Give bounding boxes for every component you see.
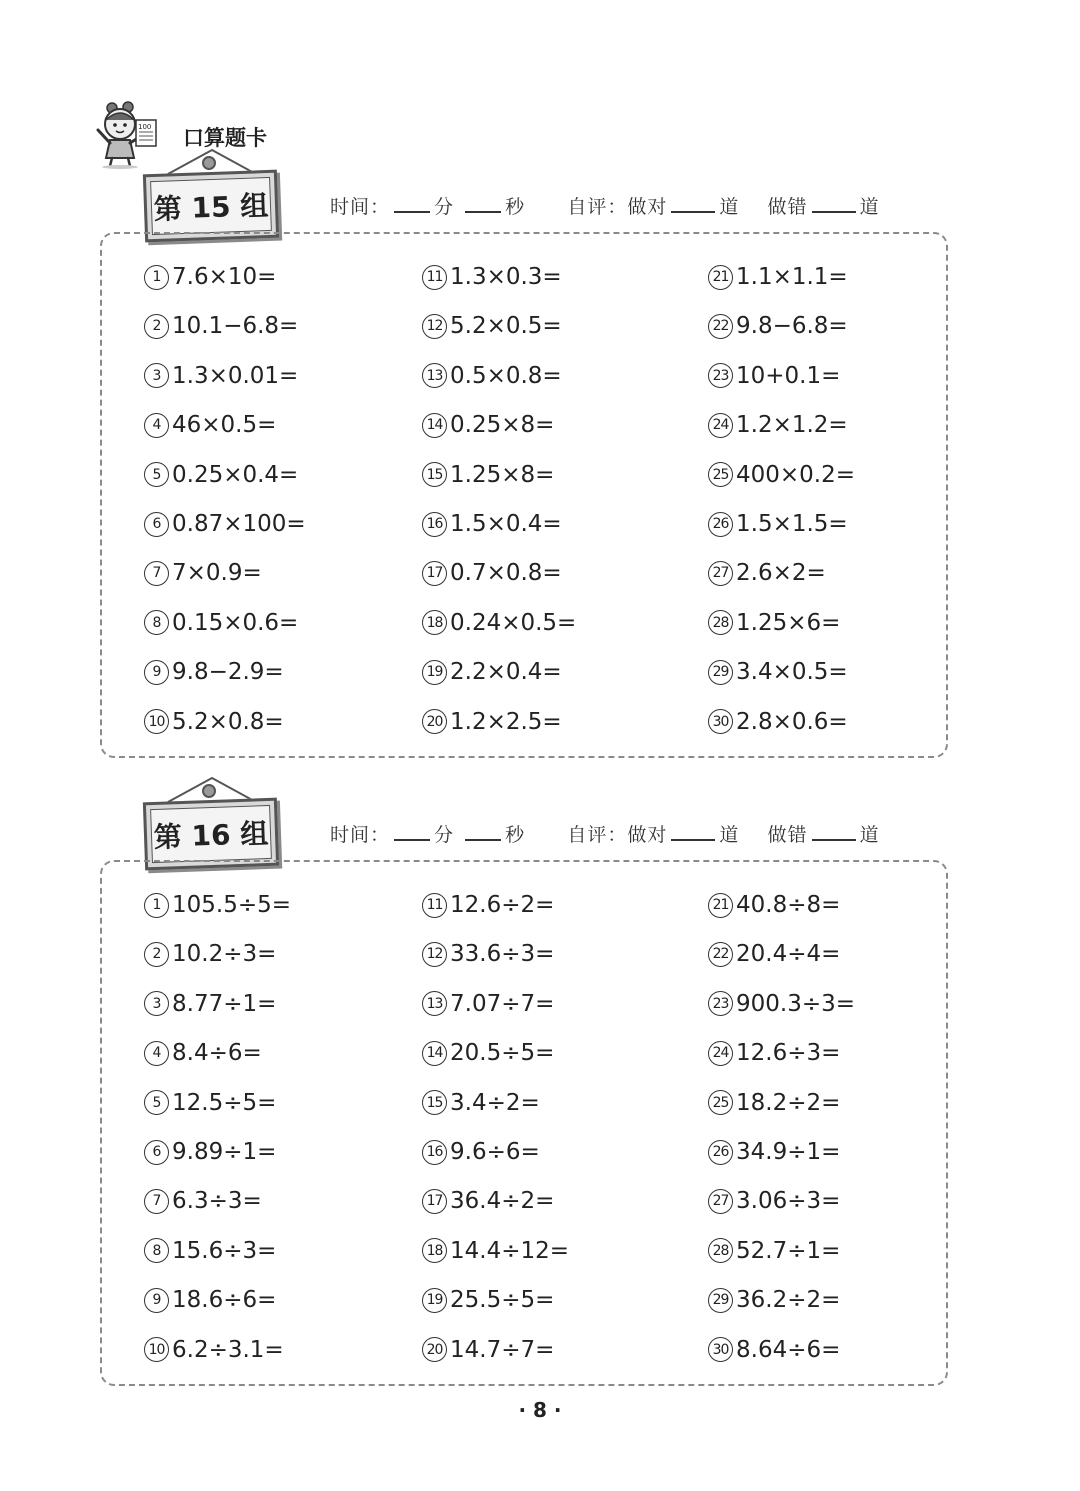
problem-item (422, 560, 562, 586)
problem-number: 3 (144, 363, 169, 388)
second-label: 秒 (505, 824, 526, 846)
dao-label: 道 (859, 824, 880, 846)
problem-item (708, 1238, 840, 1264)
problem-expression: 14.7÷7= (450, 1336, 555, 1363)
problem-expression: 9.8−6.8= (736, 313, 848, 340)
problem-expression: 0.5×0.8= (450, 362, 562, 389)
problem-number: 4 (144, 413, 169, 438)
problem-item (422, 1040, 554, 1066)
problem-item (144, 511, 306, 537)
problem-item (422, 892, 554, 918)
problem-item (422, 1188, 554, 1214)
problem-item (708, 264, 848, 290)
problem-item (708, 560, 826, 586)
problem-item (708, 1188, 840, 1214)
problem-expression: 5.2×0.8= (172, 708, 284, 735)
problem-item (708, 363, 840, 389)
problem-number: 12 (422, 314, 447, 339)
problem-item (708, 610, 840, 636)
problem-number: 2 (144, 314, 169, 339)
problem-expression: 9.6÷6= (450, 1139, 540, 1165)
self-eval-label: 自评：做对 (567, 196, 668, 218)
self-eval-label: 自评：做对 (567, 824, 668, 846)
problem-item (144, 1287, 276, 1313)
problem-number: 25 (708, 1090, 733, 1115)
problem-number: 19 (422, 660, 447, 685)
group-15-meta (330, 192, 880, 219)
problem-item (144, 941, 276, 967)
problem-expression: 1.5×0.4= (450, 511, 562, 537)
problem-number: 26 (708, 1140, 733, 1165)
problem-expression: 7.6×10= (172, 264, 277, 290)
problem-number: 29 (708, 660, 733, 685)
problem-item (708, 1287, 840, 1313)
second-label: 秒 (505, 196, 526, 218)
problem-expression: 2.8×0.6= (736, 708, 848, 735)
problem-expression: 6.3÷3= (172, 1188, 262, 1215)
problem-expression: 8.77÷1= (172, 990, 277, 1017)
problem-expression: 40.8÷8= (736, 892, 841, 918)
problem-number: 24 (708, 413, 733, 438)
problem-expression: 1.1×1.1= (736, 264, 848, 290)
problem-number: 14 (422, 413, 447, 438)
problem-item (708, 1139, 840, 1165)
problem-expression: 7×0.9= (172, 560, 262, 587)
problem-item (144, 709, 284, 735)
correct-blank (671, 210, 715, 213)
problem-item (422, 1337, 554, 1363)
group-16-meta (330, 820, 880, 847)
problem-number: 17 (422, 561, 447, 586)
problem-item (422, 363, 562, 389)
problem-number: 2 (144, 942, 169, 967)
wrong-blank (812, 210, 856, 213)
problem-expression: 20.4÷4= (736, 941, 841, 968)
problem-expression: 46×0.5= (172, 412, 277, 439)
problem-number: 25 (708, 462, 733, 487)
dao-label: 道 (719, 196, 740, 218)
problem-expression: 18.6÷6= (172, 1287, 277, 1314)
nail-icon (202, 156, 216, 170)
problem-expression: 25.5÷5= (450, 1287, 555, 1314)
problem-expression: 0.7×0.8= (450, 560, 562, 587)
problem-expression: 12.6÷2= (450, 892, 555, 918)
problem-expression: 12.6÷3= (736, 1040, 841, 1067)
problem-item (422, 412, 554, 438)
problem-number: 20 (422, 709, 447, 734)
problem-expression: 36.2÷2= (736, 1287, 841, 1314)
problem-number: 28 (708, 1238, 733, 1263)
problem-expression: 8.4÷6= (172, 1040, 262, 1067)
problem-expression: 0.25×8= (450, 412, 555, 439)
problem-item (144, 991, 276, 1017)
problem-item (708, 709, 848, 735)
group-15-title: 第 15 组 (153, 189, 269, 226)
problem-item (422, 1139, 540, 1165)
problem-number: 23 (708, 363, 733, 388)
problem-number: 8 (144, 1238, 169, 1263)
problem-number: 5 (144, 1090, 169, 1115)
problem-expression: 0.24×0.5= (450, 609, 577, 636)
problem-number: 13 (422, 991, 447, 1016)
problem-item (708, 1090, 840, 1116)
problem-item (144, 412, 276, 438)
problem-item (144, 1238, 276, 1264)
problem-expression: 52.7÷1= (736, 1237, 841, 1264)
problem-item (708, 511, 848, 537)
problem-number: 10 (144, 709, 169, 734)
problem-item (708, 412, 848, 438)
time-label: 时间： (330, 824, 391, 846)
problem-number: 16 (422, 1140, 447, 1165)
problem-number: 15 (422, 462, 447, 487)
second-blank (465, 838, 501, 841)
problem-item (708, 659, 848, 685)
card-title: 口算题卡 (183, 126, 267, 150)
problem-item (144, 1139, 276, 1165)
problem-number: 23 (708, 991, 733, 1016)
problem-number: 6 (144, 1140, 169, 1165)
problem-number: 1 (144, 265, 169, 290)
problem-expression: 1.5×1.5= (736, 511, 848, 537)
problem-item (422, 941, 554, 967)
problem-number: 1 (144, 893, 169, 918)
problem-expression: 1.3×0.3= (450, 264, 562, 290)
problem-expression: 1.25×8= (450, 461, 555, 488)
minute-label: 分 (434, 196, 455, 218)
problem-expression: 34.9÷1= (736, 1139, 841, 1165)
problem-expression: 1.25×6= (736, 609, 841, 636)
problem-expression: 0.25×0.4= (172, 461, 299, 488)
problem-expression: 2.2×0.4= (450, 659, 562, 686)
problem-number: 16 (422, 512, 447, 537)
problem-expression: 9.8−2.9= (172, 659, 284, 686)
group-16-section (100, 788, 948, 1388)
problem-number: 26 (708, 512, 733, 537)
problem-expression: 15.6÷3= (172, 1237, 277, 1264)
problem-number: 22 (708, 314, 733, 339)
problem-number: 13 (422, 363, 447, 388)
problem-number: 27 (708, 561, 733, 586)
problem-item (144, 560, 262, 586)
problem-number: 20 (422, 1337, 447, 1362)
problem-item (422, 610, 576, 636)
problem-expression: 10.1−6.8= (172, 313, 299, 340)
problem-number: 9 (144, 660, 169, 685)
nail-icon (202, 784, 216, 798)
problem-item (144, 1337, 284, 1363)
problem-number: 17 (422, 1189, 447, 1214)
wrong-blank (812, 838, 856, 841)
dao-label: 道 (859, 196, 880, 218)
problem-number: 12 (422, 942, 447, 967)
problem-expression: 18.2÷2= (736, 1089, 841, 1116)
minute-blank (394, 838, 430, 841)
problem-item (144, 1090, 276, 1116)
problem-item (144, 659, 284, 685)
problem-grid (144, 892, 904, 1372)
problem-expression: 3.06÷3= (736, 1188, 841, 1215)
problem-expression: 1.3×0.01= (172, 362, 299, 389)
problem-item (144, 610, 298, 636)
problem-item (144, 363, 298, 389)
problem-number: 30 (708, 1337, 733, 1362)
problem-expression: 400×0.2= (736, 461, 856, 488)
problem-item (144, 1040, 262, 1066)
problem-expression: 0.87×100= (172, 511, 306, 537)
paper-score-text: 100 (138, 123, 152, 131)
problem-expression: 10+0.1= (736, 362, 841, 389)
problem-grid (144, 264, 904, 744)
problem-number: 18 (422, 610, 447, 635)
problem-number: 29 (708, 1288, 733, 1313)
dao-label: 道 (719, 824, 740, 846)
problem-number: 18 (422, 1238, 447, 1263)
problem-number: 30 (708, 709, 733, 734)
problem-expression: 6.2÷3.1= (172, 1336, 284, 1363)
problem-expression: 0.15×0.6= (172, 609, 299, 636)
problem-number: 11 (422, 265, 447, 290)
problem-expression: 33.6÷3= (450, 941, 555, 968)
problem-number: 21 (708, 893, 733, 918)
problem-number: 22 (708, 942, 733, 967)
problem-item (708, 313, 848, 339)
problem-expression: 5.2×0.5= (450, 313, 562, 340)
problem-expression: 1.2×1.2= (736, 412, 848, 439)
problem-number: 14 (422, 1041, 447, 1066)
problem-number: 9 (144, 1288, 169, 1313)
problem-expression: 7.07÷7= (450, 990, 555, 1017)
minute-label: 分 (434, 824, 455, 846)
problem-item (708, 991, 855, 1017)
time-label: 时间： (330, 196, 391, 218)
problem-item (422, 511, 562, 537)
problem-expression: 36.4÷2= (450, 1188, 555, 1215)
problem-item (144, 892, 291, 918)
group-16-sign (144, 800, 278, 868)
problem-number: 5 (144, 462, 169, 487)
problem-number: 4 (144, 1041, 169, 1066)
problem-item (708, 941, 840, 967)
group-15-sign (144, 172, 278, 240)
problem-expression: 20.5÷5= (450, 1040, 555, 1067)
problem-number: 19 (422, 1288, 447, 1313)
problem-item (422, 659, 562, 685)
group-15-section (100, 160, 948, 760)
problem-expression: 12.5÷5= (172, 1089, 277, 1116)
problem-item (708, 1040, 840, 1066)
problem-number: 10 (144, 1337, 169, 1362)
problem-expression: 3.4÷2= (450, 1089, 540, 1116)
problem-expression: 2.6×2= (736, 560, 826, 587)
problem-number: 7 (144, 561, 169, 586)
wrong-label: 做错 (767, 196, 808, 218)
problem-expression: 9.89÷1= (172, 1139, 277, 1165)
problem-expression: 900.3÷3= (736, 990, 856, 1017)
problem-expression: 1.2×2.5= (450, 708, 562, 735)
problem-number: 21 (708, 265, 733, 290)
wrong-label: 做错 (767, 824, 808, 846)
problem-item (144, 1188, 262, 1214)
problem-expression: 105.5÷5= (172, 892, 292, 918)
problem-number: 8 (144, 610, 169, 635)
problem-item (422, 313, 562, 339)
problem-item (422, 991, 554, 1017)
correct-blank (671, 838, 715, 841)
problem-number: 11 (422, 893, 447, 918)
problem-expression: 3.4×0.5= (736, 659, 848, 686)
problem-expression: 14.4÷12= (450, 1237, 570, 1264)
problem-number: 27 (708, 1189, 733, 1214)
problem-expression: 8.64÷6= (736, 1336, 841, 1363)
problem-item (422, 264, 562, 290)
problem-number: 28 (708, 610, 733, 635)
problem-number: 3 (144, 991, 169, 1016)
problem-item (144, 462, 298, 488)
page-number: · 8 · (518, 1398, 562, 1422)
group-16-title: 第 16 组 (153, 817, 269, 854)
problem-item (708, 462, 855, 488)
problem-number: 15 (422, 1090, 447, 1115)
problem-expression: 10.2÷3= (172, 941, 277, 968)
problem-item (422, 1287, 554, 1313)
problem-item (144, 264, 276, 290)
problem-item (708, 892, 840, 918)
problem-number: 7 (144, 1189, 169, 1214)
problem-item (422, 709, 562, 735)
problem-item (144, 313, 298, 339)
second-blank (465, 210, 501, 213)
problem-item (422, 1090, 540, 1116)
problem-item (422, 1238, 569, 1264)
problem-item (422, 462, 554, 488)
minute-blank (394, 210, 430, 213)
problem-number: 6 (144, 512, 169, 537)
problem-number: 24 (708, 1041, 733, 1066)
problem-item (708, 1337, 840, 1363)
